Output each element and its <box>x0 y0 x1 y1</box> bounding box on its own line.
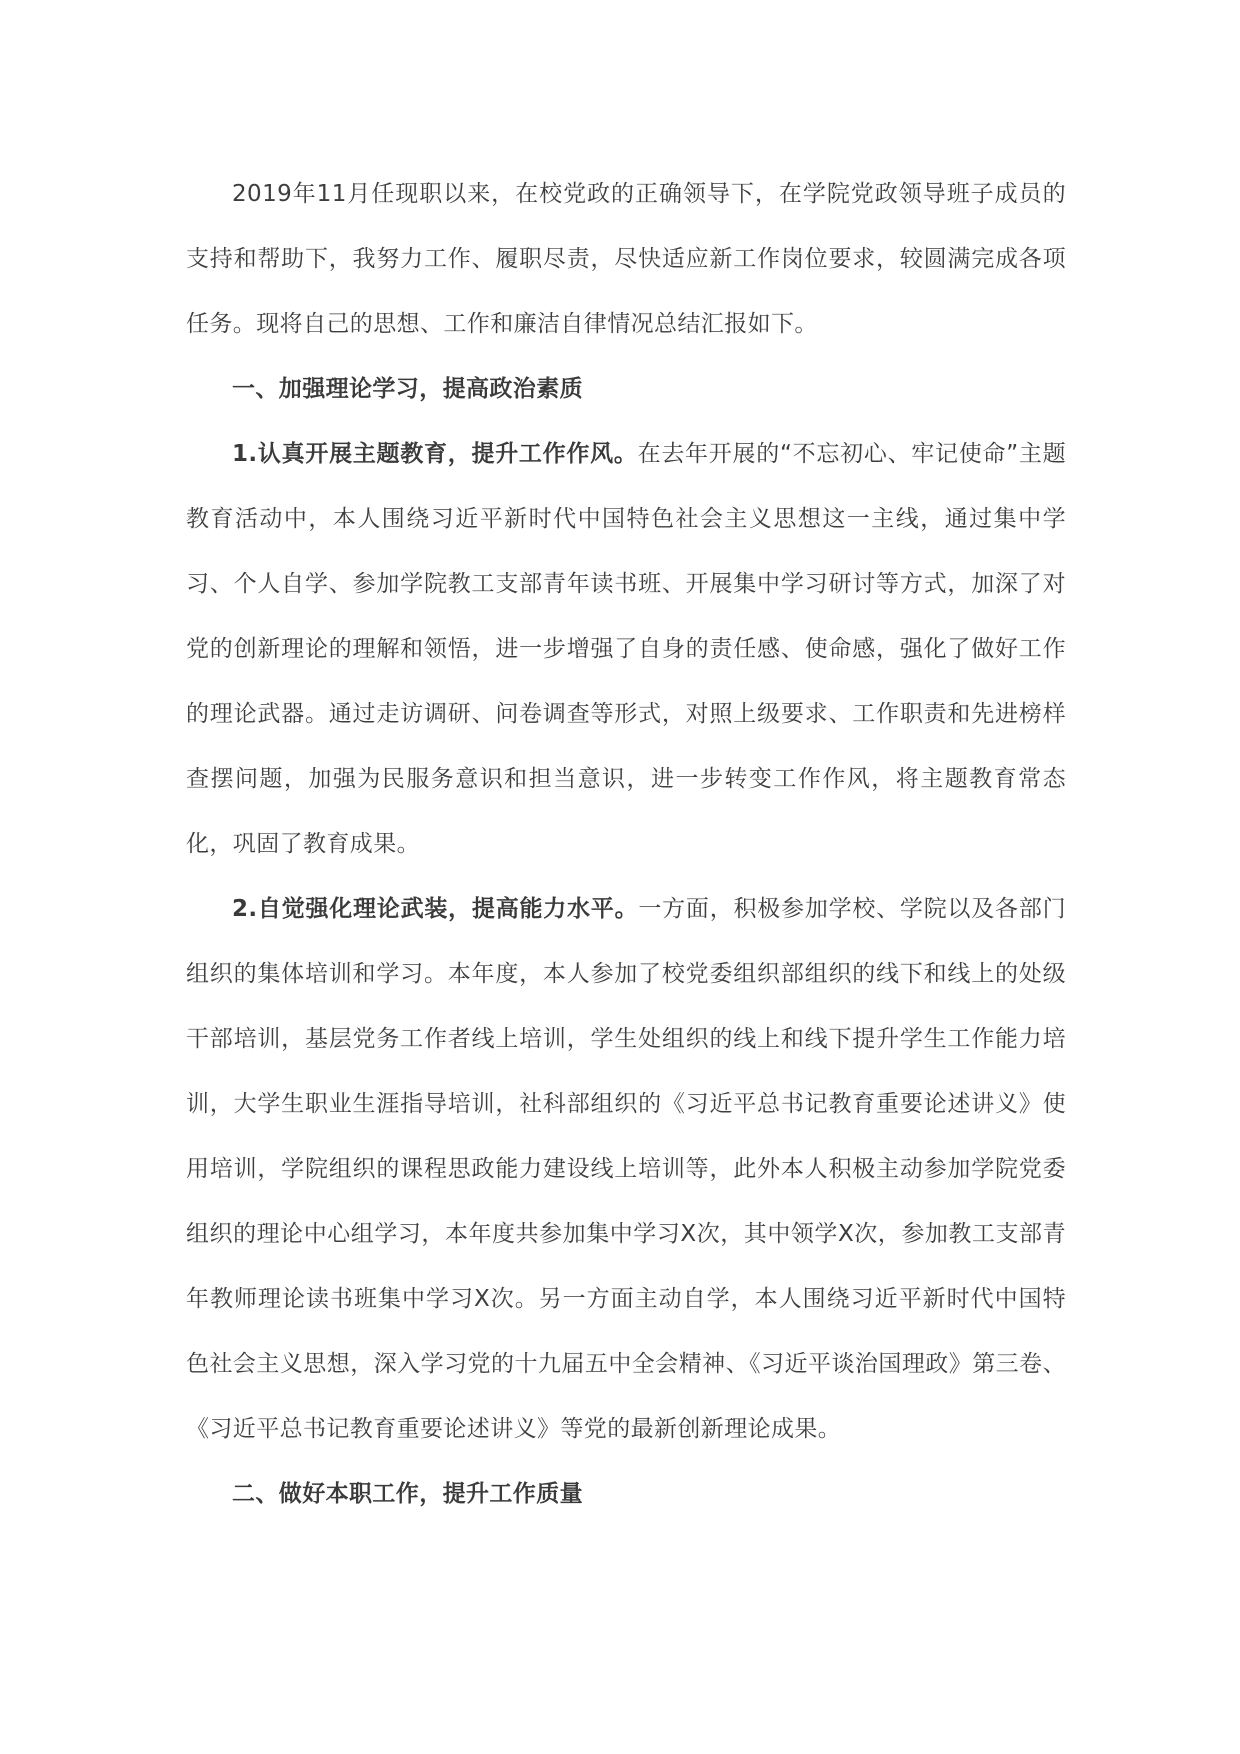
intro-paragraph <box>186 162 1066 357</box>
intro-text: 2019年11月任现职以来，在校党政的正确领导下，在学院党政领导班子成员的支持和帮助下，我努力工作、履职尽责，尽快适应新工作岗位要求，较圆满完成各项任务。现将自己的思想、工作和廉洁自律情况总结汇报如下。 <box>186 181 1066 337</box>
section-2-heading: 二、做好本职工作，提升工作质量 <box>232 1481 583 1507</box>
item-1-paragraph <box>186 422 1066 877</box>
item-1-body: 在去年开展的“不忘初心、牢记使命”主题教育活动中，本人围绕习近平新时代中国特色社会主义思想这一主线，通过集中学习、个人自学、参加学院教工支部青年读书班、开展集中学习研讨等方式，加深了对党的创新理论的理解和领悟，进一步增强了自身的责任感、使命感，强化了做好工作的理论武器。通过走访调研、问卷调查等形式，对照上级要求、工作职责和先进榜样查摆问题，加强为民服务意识和担当意识，进一步转变工作作风，将主题教育常态化，巩固了教育成果。 <box>186 441 1066 857</box>
item-2-lead: 2.自觉强化理论武装，提高能力水平。 <box>232 896 639 922</box>
section-1-heading: 一、加强理论学习，提高政治素质 <box>232 376 583 402</box>
item-2-body: 一方面，积极参加学校、学院以及各部门组织的集体培训和学习。本年度，本人参加了校党委组织部组织的线下和线上的处级干部培训，基层党务工作者线上培训，学生处组织的线上和线下提升学生工作能力培训，大学生职业生涯指导培训，社科部组织的《习近平总书记教育重要论述讲义》使用培训，学院组织的课程思政能力建设线上培训等，此外本人积极主动参加学院党委组织的理论中心组学习，本年度共参加集中学习X次，其中领学X次，参加教工支部青年教师理论读书班集中学习X次。另一方面主动自学，本人围绕习近平新时代中国特色社会主义思想，深入学习党的十九届五中全会精神、《习近平谈治国理政》第三卷、《习近平总书记教育重要论述讲义》等党的最新创新理论成果。 <box>186 896 1066 1442</box>
item-2-paragraph <box>186 877 1066 1462</box>
document-body <box>186 162 1066 1527</box>
item-1-lead: 1.认真开展主题教育，提升工作作风。 <box>232 441 638 467</box>
